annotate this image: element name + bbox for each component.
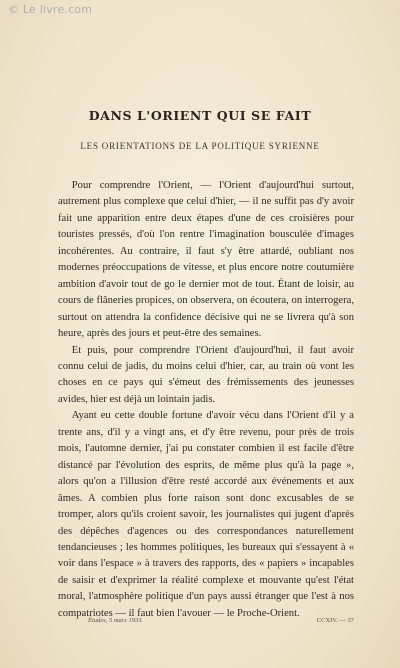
- article-subtitle: LES ORIENTATIONS DE LA POLITIQUE SYRIENNE: [80, 141, 320, 151]
- article-body: [58, 178, 354, 622]
- watermark: © Le livre.com: [8, 3, 93, 16]
- footer-publication: Études, 5 mars 1933.: [88, 617, 144, 624]
- article-title: DANS L'ORIENT QUI SE FAIT: [88, 108, 312, 123]
- paragraph: Ayant eu cette double fortune d'avoir vécu dans l'Orient d'il y a trente ans, d'il y a vingt ans, et d'y être revenu, pour près de trois mois, l'automne dernier, j'ai pu constater combien il est facile d'être distancé par l'évolution des esprits, de même plus qu'à la page », alors qu'on a l'illusion d'être resté accordé aux événements et aux âmes. A combien plus forte raison sont donc excusables de se tromper, alors qu'ils croient savoir, les journalistes qui jugent d'après des dépêches d'agences ou des correspondances naturellement tendancieuses ; les hommes politiques, les bureaux qui s'essayent à « voir dans l'espace » à travers des rapports, des « papiers » incapables de saisir et d'exprimer la réalité complexe et mouvante qu'est l'état moral, l'atmosphère politique d'un pays aussi étranger que l'est à nos compatriotes — il faut bien l'avouer — le Proche-Orient.: [58, 410, 354, 619]
- footer-page-number: CCXIV. — 37: [316, 617, 354, 624]
- paragraph: Pour comprendre l'Orient, — l'Orient d'aujourd'hui surtout, autrement plus complexe que celui d'hier, — il ne suffit pas d'y avoir fait une apparition entre deux étapes d'une de ces croisières pour touristes pressés, d'où l'on rentre l'imagination bousculée d'images incohérentes. Au contraire, il faut s'y être attardé, oubliant nos modernes préoccupations de vitesse, et plus encore notre coutumière ambition d'avoir tout de go le dernier mot de tout. Étant de loisir, au cours de flâneries propices, on observera, on écoutera, on interrogera, surtout on attendra la confidence décisive qui ne se livrera qu'à son heure, après des jours et peut-être des semaines.: [58, 180, 354, 340]
- paragraph: Et puis, pour comprendre l'Orient d'aujourd'hui, il faut avoir connu celui de jadis, du moins celui d'hier, car, au train où vont les choses en ce pays qui s'émeut des frémissements des jeunesses avides, hier est déjà un lointain jadis.: [58, 344, 354, 405]
